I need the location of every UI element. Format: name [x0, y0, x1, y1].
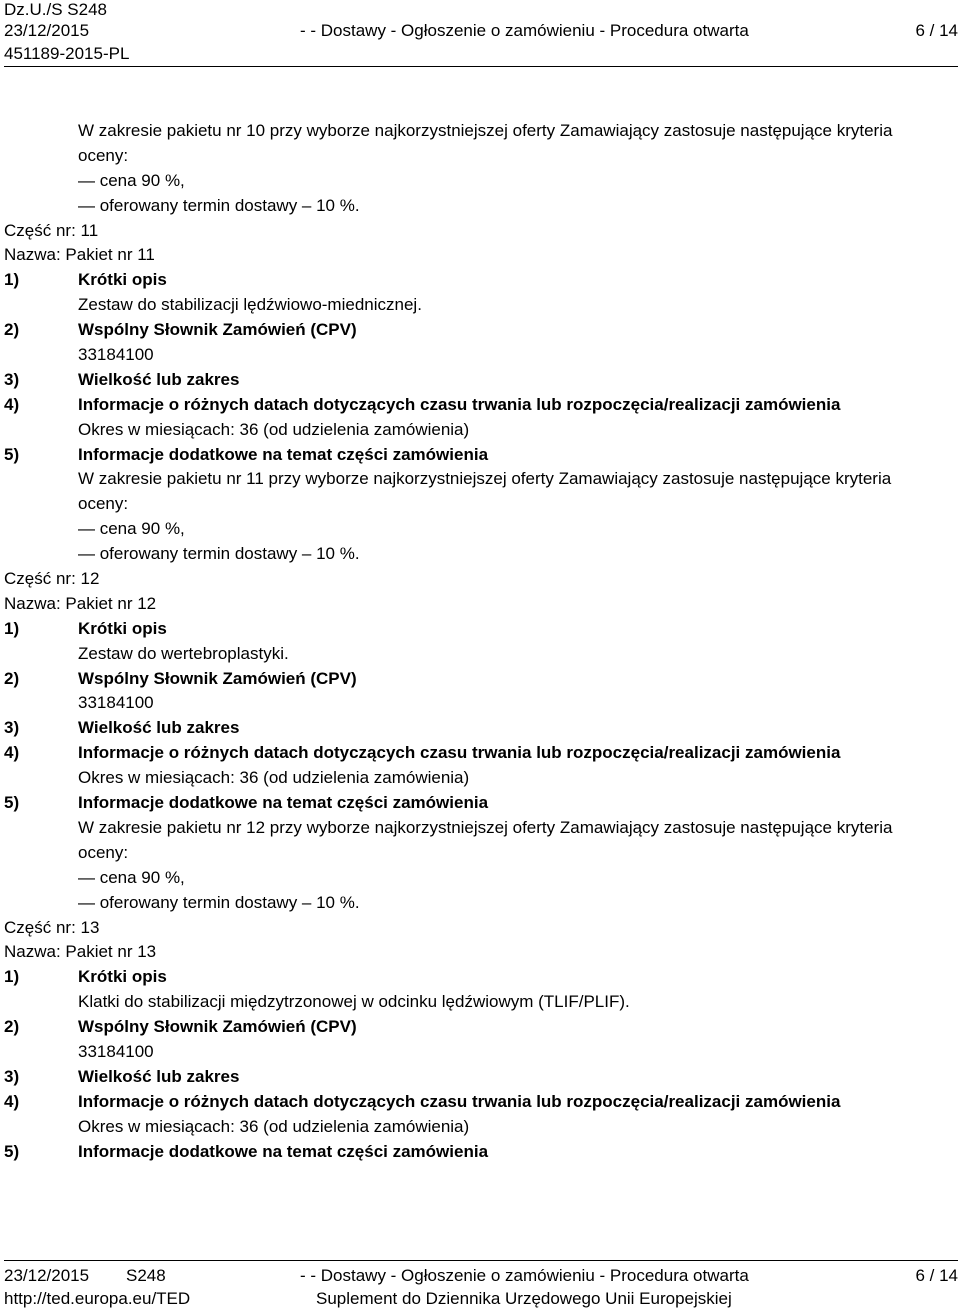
notice-id: 451189-2015-PL [4, 44, 130, 63]
part-name: Nazwa: Pakiet nr 13 [4, 942, 157, 962]
part-13-section [4, 916, 954, 1165]
heading-number: 3) [4, 369, 20, 389]
header-title: - - Dostawy - Ogłoszenie o zamówieniu - Procedura otwarta [300, 21, 749, 40]
duration-text: Okres w miesiącach: 36 (od udzielenia zamówienia) [78, 419, 470, 439]
heading-number: 3) [4, 1066, 20, 1086]
criteria-delivery: — oferowany termin dostawy – 10 %. [78, 892, 360, 912]
heading-short-description: Krótki opis [78, 270, 167, 290]
footer-series: S248 [126, 1266, 166, 1285]
heading-additional-info: Informacje dodatkowe na temat części zamówienia [78, 793, 489, 813]
duration-text: Okres w miesiącach: 36 (od udzielenia zamówienia) [78, 1116, 470, 1136]
part-name: Nazwa: Pakiet nr 11 [4, 245, 155, 265]
header-date: 23/12/2015 [4, 21, 90, 40]
heading-number: 4) [4, 743, 20, 763]
short-description: Zestaw do wertebroplastyki. [78, 643, 289, 663]
part-number: Część nr: 13 [4, 917, 100, 937]
part-name: Nazwa: Pakiet nr 12 [4, 593, 157, 613]
heading-number: 2) [4, 668, 20, 688]
footer-page-number: 6 / 14 [915, 1266, 958, 1285]
header-page-number: 6 / 14 [915, 21, 958, 40]
heading-scope: Wielkość lub zakres [78, 718, 240, 738]
heading-number: 5) [4, 444, 20, 464]
heading-number: 5) [4, 793, 20, 813]
criteria-delivery: — oferowany termin dostawy – 10 %. [78, 544, 360, 564]
criteria-oceny: oceny: [78, 494, 129, 514]
part-11-section [4, 219, 954, 567]
footer-url[interactable]: http://ted.europa.eu/TED [4, 1289, 191, 1308]
footer-divider [4, 1260, 958, 1261]
heading-number: 2) [4, 320, 20, 340]
heading-scope: Wielkość lub zakres [78, 369, 240, 389]
heading-number: 5) [4, 1141, 20, 1161]
page-header [4, 0, 958, 70]
heading-number: 2) [4, 1017, 20, 1037]
part-number: Część nr: 12 [4, 569, 100, 589]
page-footer [4, 1260, 958, 1311]
criteria-price: — cena 90 %, [78, 867, 185, 887]
cpv-code: 33184100 [78, 1041, 154, 1061]
header-divider [4, 66, 958, 67]
heading-dates: Informacje o różnych datach dotyczących czasu trwania lub rozpoczęcia/realizacji zamówienia [78, 743, 841, 763]
heading-cpv: Wspólny Słownik Zamówień (CPV) [78, 1017, 357, 1037]
heading-number: 3) [4, 718, 20, 738]
heading-additional-info: Informacje dodatkowe na temat części zamówienia [78, 1141, 489, 1161]
footer-supplement: Suplement do Dziennika Urzędowego Unii Europejskiej [316, 1289, 732, 1308]
criteria-oceny: oceny: [78, 842, 129, 862]
criteria-price: — cena 90 %, [78, 519, 185, 539]
cpv-code: 33184100 [78, 693, 154, 713]
footer-title: - - Dostawy - Ogłoszenie o zamówieniu - Procedura otwarta [300, 1266, 749, 1285]
heading-dates: Informacje o różnych datach dotyczących czasu trwania lub rozpoczęcia/realizacji zamówienia [78, 1091, 841, 1111]
criteria-intro: W zakresie pakietu nr 10 przy wyborze najkorzystniejszej oferty Zamawiający zastosuje następujące kryteria [78, 121, 893, 140]
criteria-intro: W zakresie pakietu nr 12 przy wyborze najkorzystniejszej oferty Zamawiający zastosuje następujące kryteria [78, 817, 893, 837]
heading-number: 1) [4, 967, 20, 987]
part-number: Część nr: 11 [4, 220, 99, 240]
heading-scope: Wielkość lub zakres [78, 1066, 240, 1086]
heading-cpv: Wspólny Słownik Zamówień (CPV) [78, 320, 357, 340]
criteria-oceny: oceny: [78, 145, 129, 165]
journal-reference: Dz.U./S S248 [4, 0, 107, 19]
short-description: Klatki do stabilizacji międzytrzonowej w odcinku lędźwiowym (TLIF/PLIF). [78, 992, 630, 1012]
heading-additional-info: Informacje dodatkowe na temat części zamówienia [78, 444, 489, 464]
heading-number: 4) [4, 1091, 20, 1111]
short-description: Zestaw do stabilizacji lędźwiowo-miednicznej. [78, 295, 422, 315]
document-body [4, 119, 954, 1164]
heading-number: 1) [4, 618, 20, 638]
heading-dates: Informacje o różnych datach dotyczących czasu trwania lub rozpoczęcia/realizacji zamówienia [78, 394, 841, 414]
duration-text: Okres w miesiącach: 36 (od udzielenia zamówienia) [78, 768, 470, 788]
criteria-price: — cena 90 %, [78, 170, 185, 190]
part-12-section [4, 567, 954, 915]
footer-date: 23/12/2015 [4, 1266, 90, 1285]
part-10-criteria [4, 119, 954, 219]
criteria-intro: W zakresie pakietu nr 11 przy wyborze najkorzystniejszej oferty Zamawiający zastosuje następujące kryteria [78, 469, 892, 489]
heading-cpv: Wspólny Słownik Zamówień (CPV) [78, 668, 357, 688]
cpv-code: 33184100 [78, 345, 154, 365]
heading-short-description: Krótki opis [78, 967, 167, 987]
criteria-delivery: — oferowany termin dostawy – 10 %. [78, 195, 360, 215]
heading-number: 4) [4, 394, 20, 414]
heading-short-description: Krótki opis [78, 618, 167, 638]
heading-number: 1) [4, 270, 20, 290]
